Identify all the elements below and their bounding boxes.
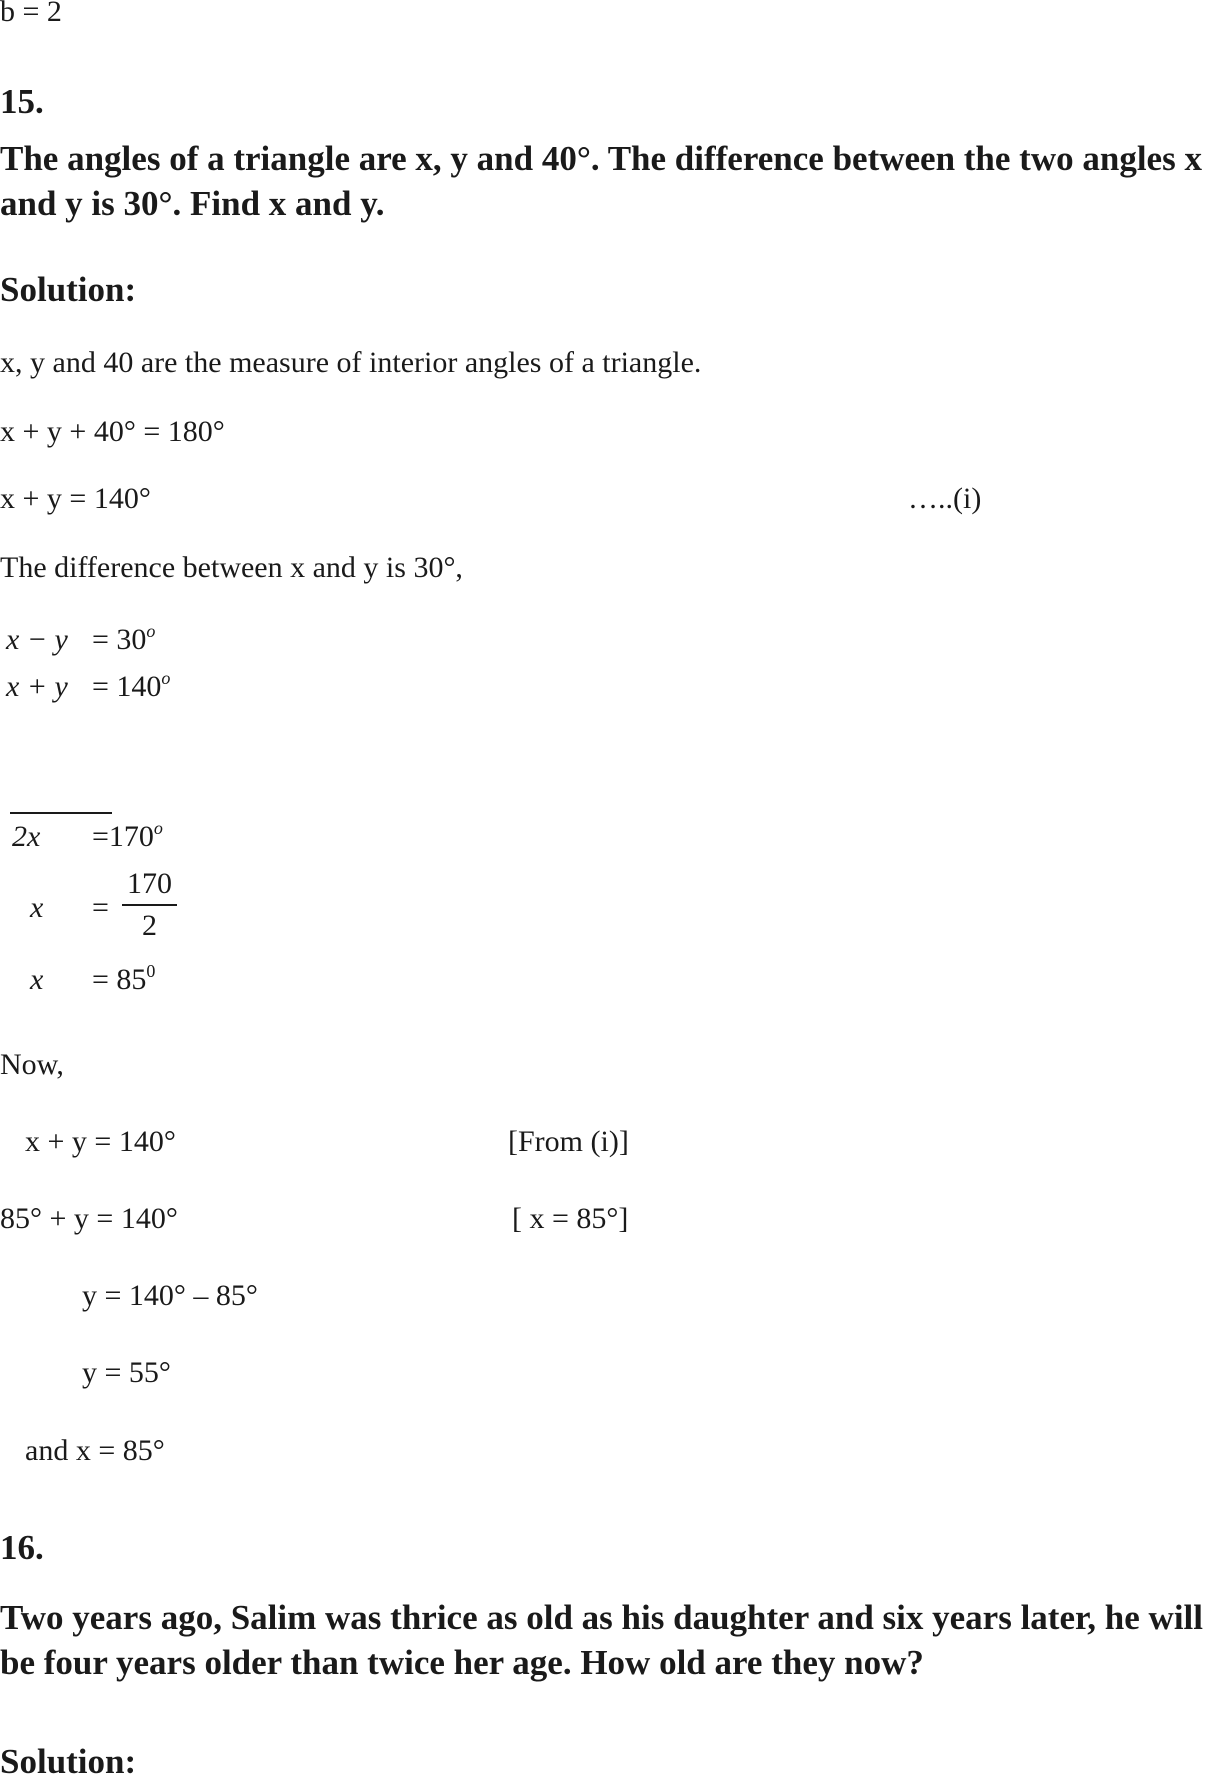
work-row2-left: x + y: [6, 670, 68, 703]
work-row3-right: $=170^o$: [92, 818, 163, 853]
now-label: Now,: [0, 1048, 64, 1081]
previous-answer-line: b = 2: [0, 0, 62, 28]
difference-statement: The difference between x and y is 30°,: [0, 551, 463, 584]
question-15-text: The angles of a triangle are x, y and 40°. The difference between the two angles x and y is 30°. Find x and y.: [0, 139, 1202, 223]
work-row5-left: x: [30, 963, 44, 996]
substitution-step4: y = 55°: [82, 1356, 171, 1389]
equation-i-tag: …..(i): [908, 482, 982, 515]
final-answer: and x = 85°: [25, 1434, 165, 1467]
solution-intro-line: x, y and 40 are the measure of interior angles of a triangle.: [0, 346, 702, 379]
question-15-number: 15.: [0, 82, 44, 121]
fraction-170-over-2: [122, 866, 177, 944]
work-row5-right: = $85^0$: [92, 961, 156, 996]
work-row4-left: x: [30, 891, 44, 924]
fraction-bar: [122, 904, 177, 906]
work-row4-equals: =: [92, 891, 109, 924]
substitution-step2: 85° + y = 140°: [0, 1202, 178, 1235]
work-row1-right: = $30^o$: [92, 621, 156, 656]
addition-rule: [10, 812, 112, 814]
substitution-step2-note: [ x = 85°]: [512, 1202, 629, 1235]
question-16-solution-heading: Solution:: [0, 1742, 137, 1781]
equation-i: x + y = 140°: [0, 482, 151, 515]
work-row1-left: x − y: [6, 623, 68, 656]
question-16-text: Two years ago, Salim was thrice as old as his daughter and six years later, he will be four years older than twice her age. How old are they now?: [0, 1598, 1204, 1682]
fraction-numerator: 170: [127, 867, 172, 900]
substitution-step1-note: [From (i)]: [508, 1125, 629, 1158]
question-16-number: 16.: [0, 1528, 44, 1567]
substitution-step3: y = 140° – 85°: [82, 1279, 258, 1312]
question-15-solution-heading: Solution:: [0, 270, 137, 309]
equation-angle-sum: x + y + 40° = 180°: [0, 415, 225, 448]
work-row2-right: = $140^o$: [92, 668, 171, 703]
work-row3-left: 2x: [12, 820, 41, 853]
substitution-step1: x + y = 140°: [25, 1125, 176, 1158]
fraction-denominator: 2: [142, 909, 157, 942]
